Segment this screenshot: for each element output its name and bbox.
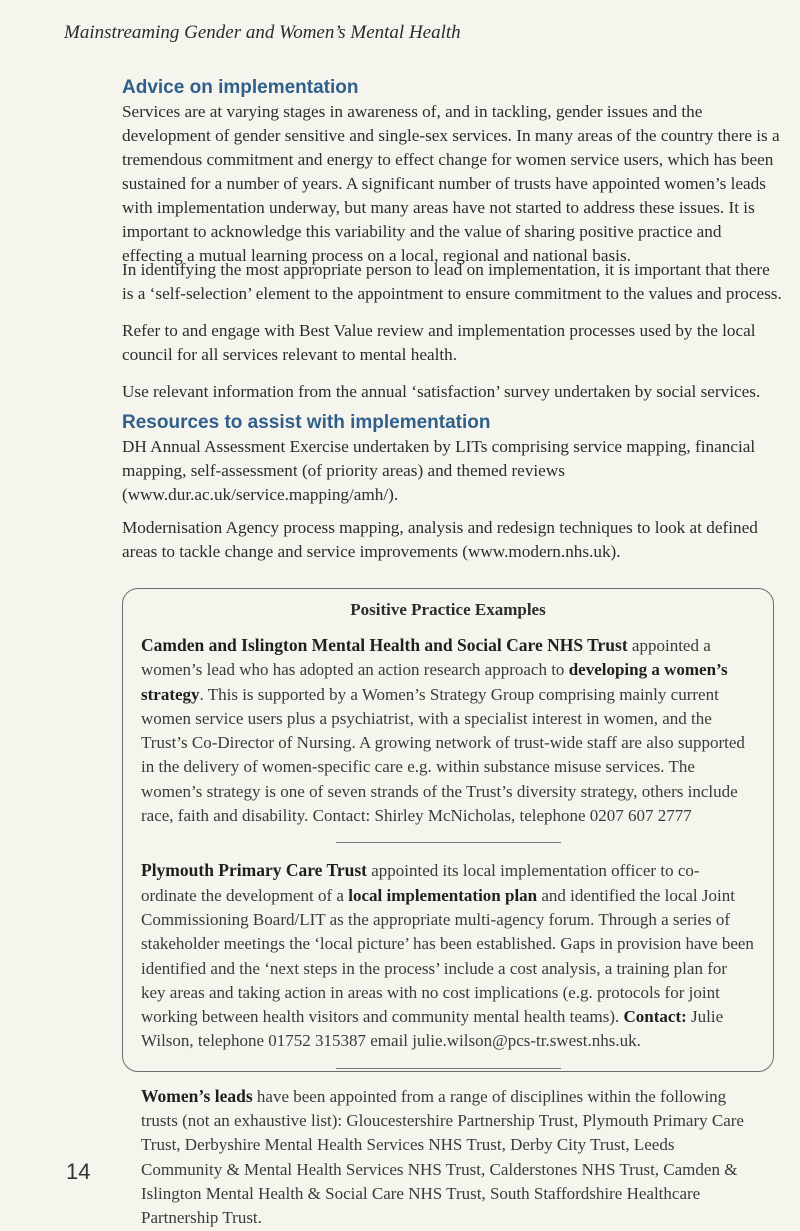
example-camden-text-1: appointed a women’s lead who has adopted an action research approach to bbox=[141, 636, 711, 680]
example-plymouth-text-3: Julie Wilson, telephone 01752 315387 email julie.wilson@pcs-tr.swest.nhs.uk. bbox=[141, 1007, 724, 1051]
example-plymouth-lead: Plymouth Primary Care Trust bbox=[141, 860, 368, 881]
example-plymouth bbox=[141, 858, 755, 1053]
resources-section bbox=[122, 405, 782, 507]
example-camden-lead: Camden and Islington Mental Health and Social Care NHS Trust bbox=[141, 635, 628, 655]
example-womens-leads-text: have been appointed from a range of disciplines within the following trusts (not an exhaustive list): Gloucestershire Partnership Trust, Plymouth Primary Care Trust, Derbyshire Mental Health Services NHS Trust, Derby City Trust, Leeds Community & Mental Health Services NHS Trust, Calderstones NHS Trust, Camden & Islington Mental Health & Social Care NHS Trust, South Staffordshire Healthcare Partnership Trust. bbox=[141, 1086, 744, 1228]
example-plymouth-text-1: appointed its local implementation officer to co-ordinate the development of a bbox=[141, 861, 700, 905]
divider bbox=[336, 1068, 561, 1069]
advice-heading: Advice on implementation bbox=[122, 77, 359, 98]
advice-paragraph-3: Refer to and engage with Best Value review and implementation processes used by the local council for all services relevant to mental health. bbox=[122, 321, 756, 364]
example-plymouth-emphasis: local implementation plan bbox=[348, 885, 538, 905]
advice-paragraph-2: In identifying the most appropriate person to lead on implementation, it is important that there is a ‘self-selection’ element to the appointment to ensure commitment to the values and process. bbox=[122, 260, 782, 303]
running-head: Mainstreaming Gender and Women’s Mental Health bbox=[64, 22, 461, 43]
positive-practice-box bbox=[122, 588, 774, 1228]
example-womens-leads bbox=[141, 1084, 755, 1231]
advice-paragraph-4: Use relevant information from the annual ‘satisfaction’ survey undertaken by social services. bbox=[122, 382, 761, 401]
page-number: 14 bbox=[66, 1159, 91, 1184]
resources-paragraph-1: DH Annual Assessment Exercise undertaken by LITs comprising service mapping, financial mapping, self-assessment (of priority areas) and themed reviews (www.dur.ac.uk/service.mapping/amh/). bbox=[122, 437, 756, 504]
advice-paragraph-1: Services are at varying stages in awareness of, and in tackling, gender issues and the development of gender sensitive and single-sex services. In many areas of the country there is a tremendous commitment and energy to effect change for women service users, which has been sustained for a number of years. A significant number of trusts have appointed women’s leads with implementation underway, but many areas have not started to address these issues. It is important to acknowledge this variability and the value of sharing positive practice and effecting a mutual learning process on a local, regional and national basis. bbox=[122, 102, 780, 265]
example-plymouth-contact-label: Contact: bbox=[623, 1007, 687, 1027]
resources-paragraph-2: Modernisation Agency process mapping, analysis and redesign techniques to look at defined areas to tackle change and service improvements (www.modern.nhs.uk). bbox=[122, 518, 758, 561]
example-womens-leads-lead: Women’s leads bbox=[141, 1085, 253, 1106]
divider bbox=[336, 842, 561, 843]
example-camden-text-2: . This is supported by a Women’s Strategy Group comprising mainly current women service users plus a psychiatrist, with a specialist interest in women, and the Trust’s Co-Director of Nursing. A growing network of trust-wide staff are also supported in the delivery of women-specific care e.g. within substance misuse services. The women’s strategy is one of seven strands of the Trust’s diversity strategy, others include race, faith and disability. Contact: Shirley McNicholas, telephone 0207 607 2777 bbox=[141, 684, 745, 826]
box-title: Positive Practice Examples bbox=[350, 600, 546, 619]
advice-section bbox=[122, 76, 782, 268]
example-camden-emphasis: developing a women’s strategy bbox=[141, 660, 728, 704]
example-camden bbox=[141, 633, 755, 828]
example-plymouth-text-2: and identified the local Joint Commissioning Board/LIT as the appropriate multi-agency forum. Through a series of stakeholder meetings the ‘local picture’ has been established. Gaps in provision have been identified and the ‘next steps in the process’ include a cost analysis, a training plan for key areas and taking action in areas with no cost implications (e.g. protocols for joint working between health visitors and community mental health teams). bbox=[141, 885, 754, 1027]
resources-heading: Resources to assist with implementation bbox=[122, 412, 491, 433]
